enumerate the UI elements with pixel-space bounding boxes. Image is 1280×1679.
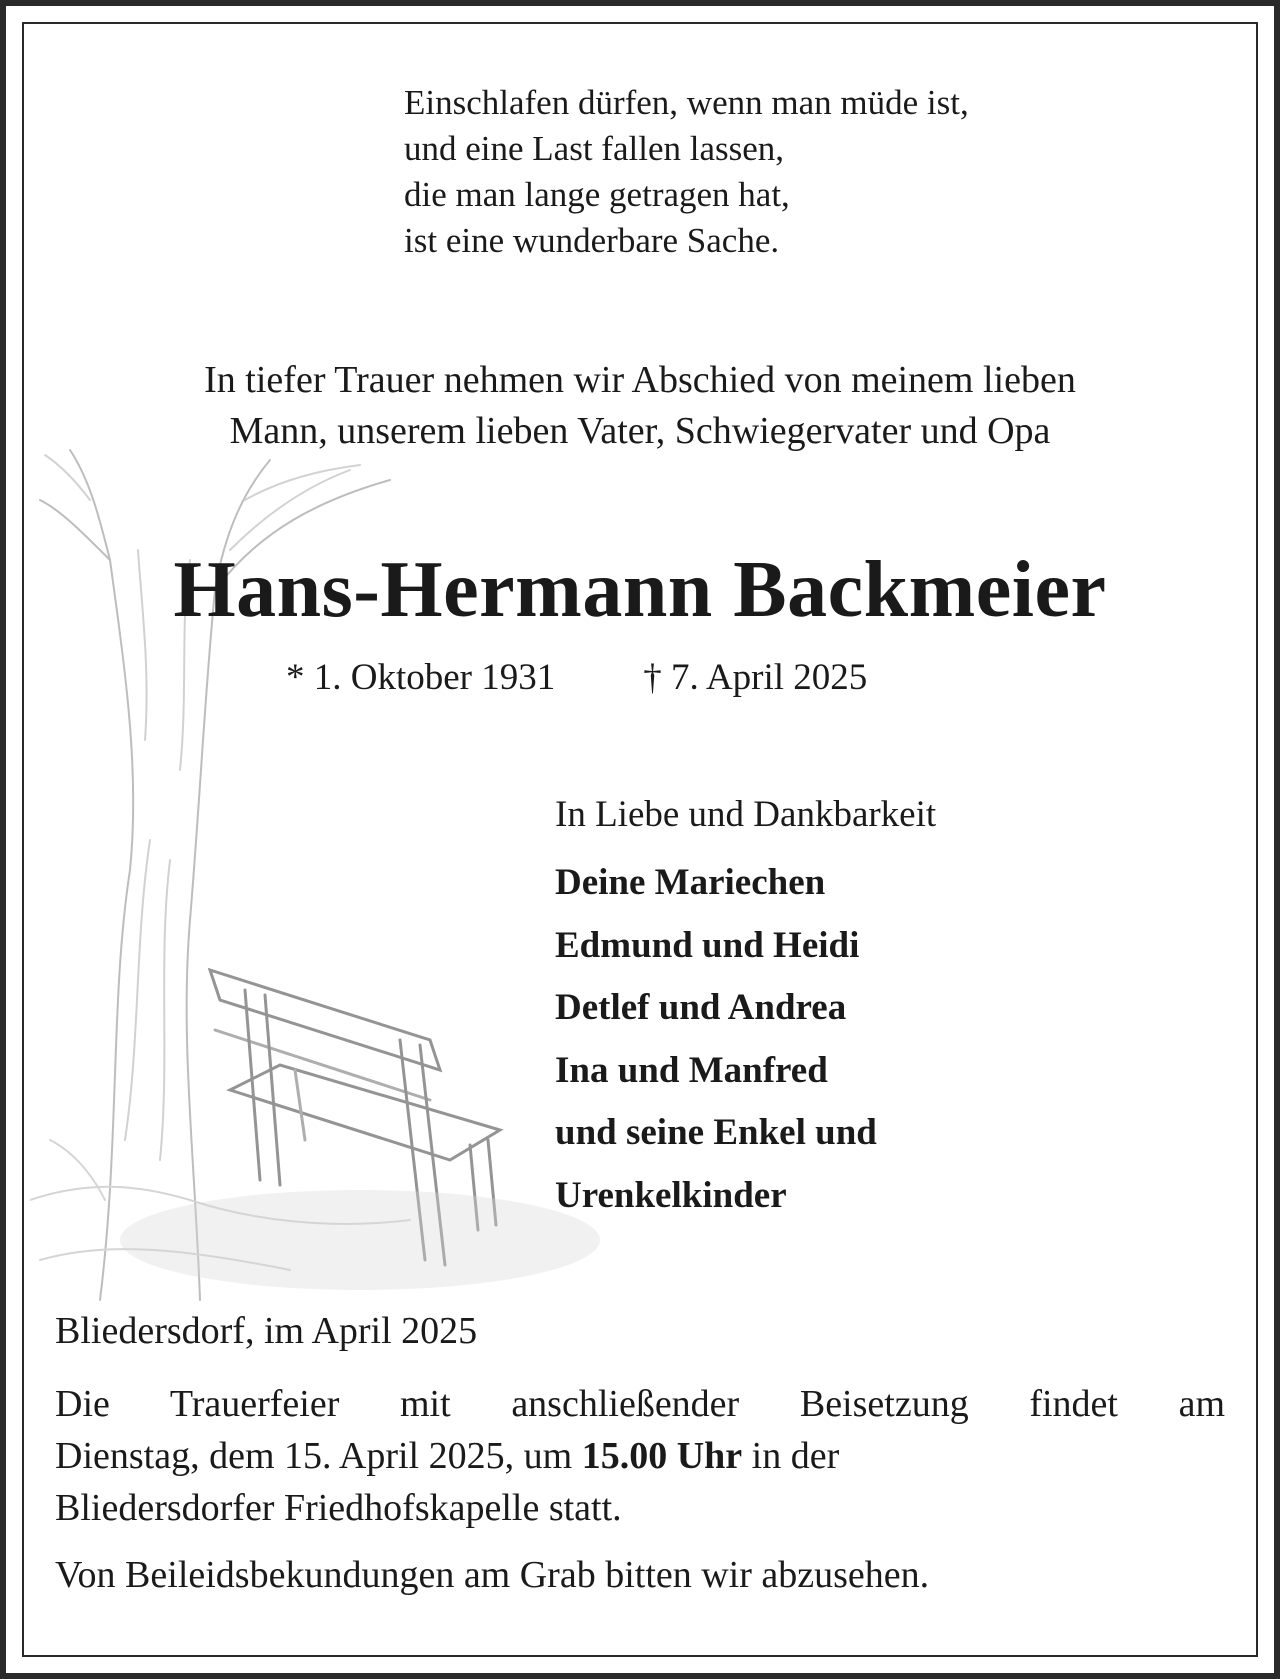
poem-line: und eine Last fallen lassen, [404,129,785,168]
birth-date: * 1. Oktober 1931 [286,657,556,698]
poem-line: ist eine wunderbare Sache. [404,221,780,260]
mourner-name: Edmund und Heidi [555,924,860,966]
word: mit [399,1383,451,1425]
date-text: Dienstag, dem 15. April 2025, um [55,1435,582,1477]
mourner-name: Urenkelkinder [555,1174,787,1216]
mourner-name: Ina und Manfred [555,1049,828,1091]
funeral-details-line: Bliedersdorfer Friedhofskapelle statt. [55,1487,622,1529]
word: Die [55,1383,110,1425]
life-dates [286,655,867,701]
intro-line: Mann, unserem lieben Vater, Schwiegervater und Opa [229,410,1051,452]
intro-line: In tiefer Trauer nehmen wir Abschied von meinem lieben [204,359,1076,401]
funeral-details [55,1378,1225,1534]
location-prefix: in der [742,1435,840,1477]
mourning-intro [40,355,1240,457]
mourners-block [555,790,936,1227]
mourner-name: und seine Enkel und [555,1112,877,1153]
poem-line: die man lange getragen hat, [404,175,790,214]
word: am [1178,1383,1226,1425]
funeral-details-line [55,1378,1225,1430]
death-date: † 7. April 2025 [643,657,868,698]
mourner-name: Deine Mariechen [555,862,826,903]
ceremony-time: 15.00 Uhr [581,1435,743,1477]
condolence-note: Von Beileidsbekundungen am Grab bitten wir abzusehen. [55,1554,930,1596]
word: anschließender [511,1383,740,1425]
place-and-date: Bliedersdorf, im April 2025 [55,1310,478,1352]
funeral-details-line [55,1430,1225,1482]
word: findet [1029,1383,1118,1425]
deceased-name: Hans-Hermann Backmeier [173,546,1107,634]
gratitude-line: In Liebe und Dankbarkeit [555,794,937,835]
word: Beisetzung [799,1383,969,1425]
word: Trauerfeier [169,1383,340,1425]
mourner-name: Detlef und Andrea [555,987,847,1028]
poem-line: Einschlafen dürfen, wenn man müde ist, [404,83,969,122]
poem-verse [404,80,969,264]
